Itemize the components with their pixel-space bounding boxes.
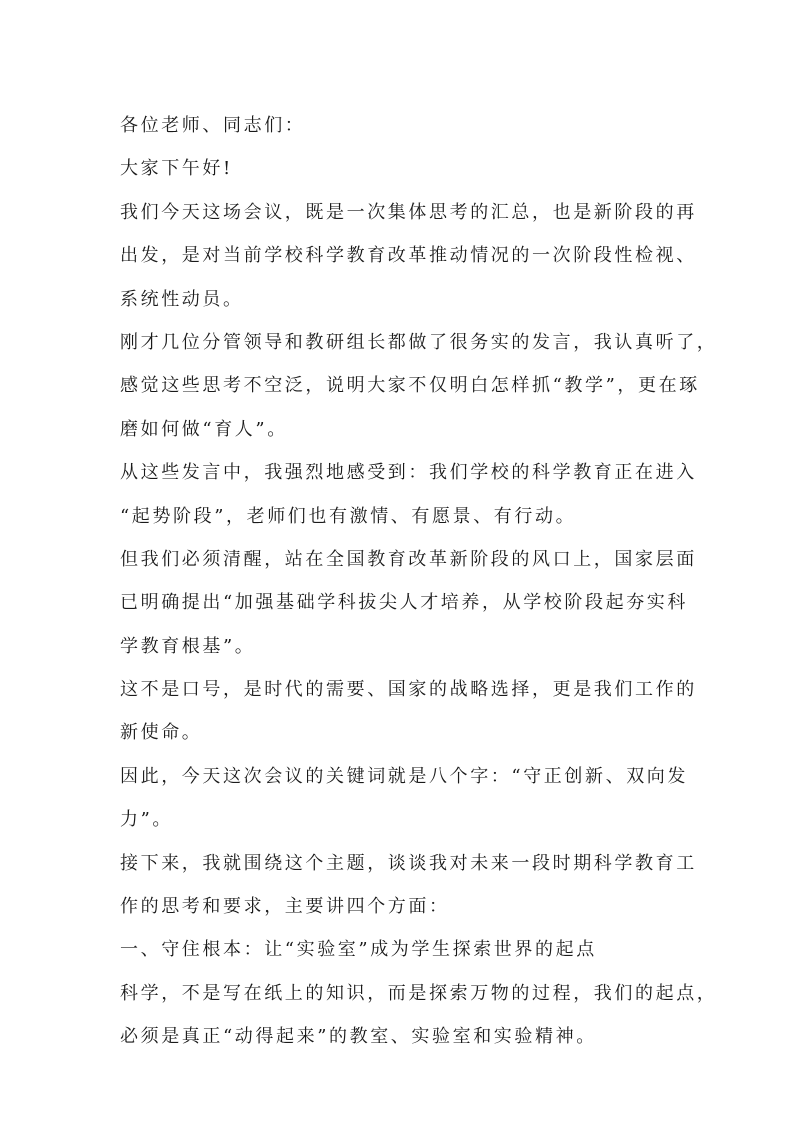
text-line: 出发，是对当前学校科学教育改革推动情况的一次阶段性检视、 [120,245,697,267]
text-line: 系统性动员。 [120,288,244,310]
text-line: 新使命。 [120,722,203,744]
document-body [120,104,718,1059]
text-line: 接下来，我就围绕这个主题，谈谈我对未来一段时期科学教育工 [120,852,697,874]
text-line: 力”。 [120,809,174,831]
text-line: “起势阶段”，老师们也有激情、有愿景、有行动。 [120,505,577,527]
text-line: 已明确提出“加强基础学科拔尖人才培养，从学校阶段起夯实科 [120,592,688,614]
text-line: 这不是口号，是时代的需要、国家的战略选择，更是我们工作的 [120,679,697,701]
greeting: 大家下午好! [120,158,233,180]
salutation: 各位老师、同志们： [120,115,306,136]
text-line: 学教育根基”。 [120,635,256,657]
text-line: 因此，今天这次会议的关键词就是八个字：“守正创新、双向发 [120,765,688,787]
text-line: 刚才几位分管领导和教研组长都做了很务实的发言，我认真听了， [120,331,718,353]
text-line: 科学，不是写在纸上的知识，而是探索万物的过程，我们的起点， [120,982,718,1004]
text-line: 但我们必须清醒，站在全国教育改革新阶段的风口上，国家层面 [120,548,697,570]
section-heading: 一、守住根本：让“实验室”成为学生探索世界的起点 [120,939,597,961]
text-line: 我们今天这场会议，既是一次集体思考的汇总，也是新阶段的再 [120,201,697,223]
text-line: 从这些发言中，我强烈地感受到：我们学校的科学教育正在进入 [120,462,697,484]
text-line: 作的思考和要求，主要讲四个方面： [120,896,450,918]
text-line: 磨如何做“育人”。 [120,418,288,440]
text-line: 必须是真正“动得起来”的教室、实验室和实验精神。 [120,1026,597,1048]
text-line: 感觉这些思考不空泛，说明大家不仅明白怎样抓“教学”，更在琢 [120,375,700,397]
